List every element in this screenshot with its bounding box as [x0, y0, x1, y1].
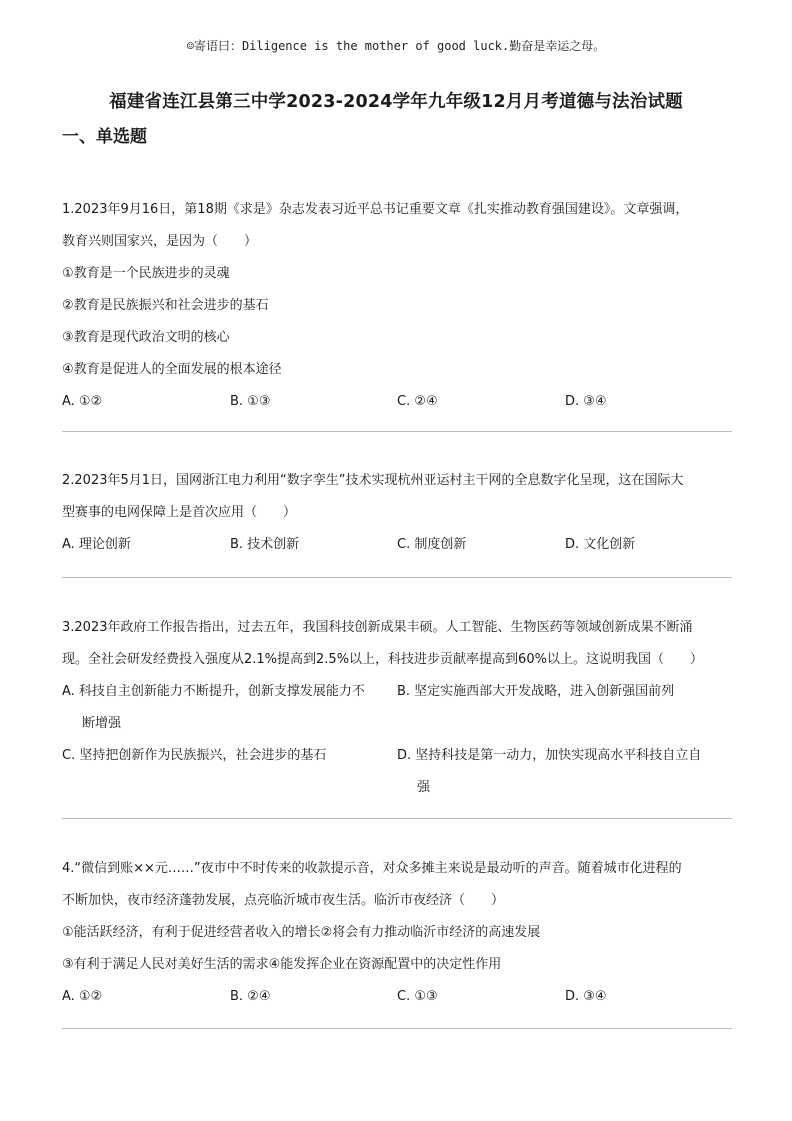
divider	[62, 577, 732, 578]
option-c[interactable]: C. 制度创新	[397, 537, 467, 552]
divider	[62, 818, 732, 819]
question-stem-line: 1.2023年9月16日，第18期《求是》杂志发表习近平总书记重要文章《扎实推动教育强国建设》。文章强调，	[62, 202, 689, 217]
section-heading: 一、单选题	[62, 127, 147, 147]
option-d[interactable]: D. ③④	[565, 989, 607, 1004]
answer-options	[62, 529, 732, 561]
option-c[interactable]: C. ①③	[397, 989, 438, 1004]
option-b[interactable]: B. ②④	[230, 989, 271, 1004]
option-d[interactable]: D. ③④	[565, 394, 607, 409]
option-c[interactable]: C. ②④	[397, 394, 438, 409]
answer-options	[62, 981, 732, 1013]
question-stem-line: 2.2023年5月1日，国网浙江电力利用“数字孪生”技术实现杭州亚运村主干网的全息数字化呈现，这在国际大	[62, 473, 684, 488]
option-a[interactable]: A. ①②	[62, 989, 103, 1004]
question-stem-line: 3.2023年政府工作报告指出，过去五年，我国科技创新成果丰硕。人工智能、生物医药等领域创新成果不断涌	[62, 620, 693, 635]
answer-options-row	[62, 740, 732, 804]
option-b[interactable]: B. 技术创新	[230, 537, 300, 552]
option-text: D. 坚持科技是第一动力，加快实现高水平科技自立自	[397, 748, 702, 763]
page-title: 福建省连江县第三中学2023-2024学年九年级12月月考道德与法治试题	[109, 92, 683, 112]
statement-item: ④教育是促进人的全面发展的根本途径	[62, 362, 282, 377]
divider	[62, 431, 732, 432]
statement-item: ②教育是民族振兴和社会进步的基石	[62, 298, 269, 313]
answer-options	[62, 386, 732, 418]
question-stem-line: 教育兴则国家兴，是因为（ ）	[62, 234, 258, 249]
question-3	[62, 612, 732, 804]
option-text-cont: 断增强	[82, 716, 122, 731]
question-stem-line: 4.“微信到账××元……”夜市中不时传来的收款提示音，对众多摊主来说是最动听的声音。随着城市化进程的	[62, 861, 682, 876]
question-1	[62, 194, 732, 418]
option-d[interactable]: D. 文化创新	[565, 537, 636, 552]
answer-options-row	[62, 676, 732, 740]
option-text: A. 科技自主创新能力不断提升，创新支撑发展能力不	[62, 684, 365, 699]
question-4	[62, 853, 732, 1013]
option-b[interactable]	[397, 676, 727, 708]
question-stem-line: 型赛事的电网保障上是首次应用（ ）	[62, 505, 297, 520]
statement-item: ③教育是现代政治文明的核心	[62, 330, 230, 345]
question-stem-line: 现。全社会研发经费投入强度从2.1%提高到2.5%以上，科技进步贡献率提高到60%以上。这说明我国（ ）	[62, 652, 703, 667]
option-a[interactable]: A. ①②	[62, 394, 103, 409]
option-a[interactable]: A. 理论创新	[62, 537, 131, 552]
option-b[interactable]: B. ①③	[230, 394, 271, 409]
option-c[interactable]	[62, 740, 392, 772]
statement-item: ①教育是一个民族进步的灵魂	[62, 266, 230, 281]
statement-item: ③有利于满足人民对美好生活的需求④能发挥企业在资源配置中的决定性作用	[62, 957, 502, 972]
motto-line: ☺寄语曰：Diligence is the mother of good luck.勤奋是幸运之母。	[186, 39, 606, 53]
statement-item: ①能活跃经济，有利于促进经营者收入的增长②将会有力推动临沂市经济的高速发展	[62, 925, 541, 940]
option-text-cont: 强	[417, 780, 431, 795]
option-a[interactable]	[62, 676, 392, 740]
option-d[interactable]	[397, 740, 727, 804]
divider	[62, 1028, 732, 1029]
option-text: B. 坚定实施西部大开发战略，进入创新强国前列	[397, 684, 675, 699]
question-stem-line: 不断加快，夜市经济蓬勃发展，点亮临沂城市夜生活。临沂市夜经济（ ）	[62, 893, 505, 908]
option-text: C. 坚持把创新作为民族振兴，社会进步的基石	[62, 748, 327, 763]
question-2	[62, 465, 732, 561]
